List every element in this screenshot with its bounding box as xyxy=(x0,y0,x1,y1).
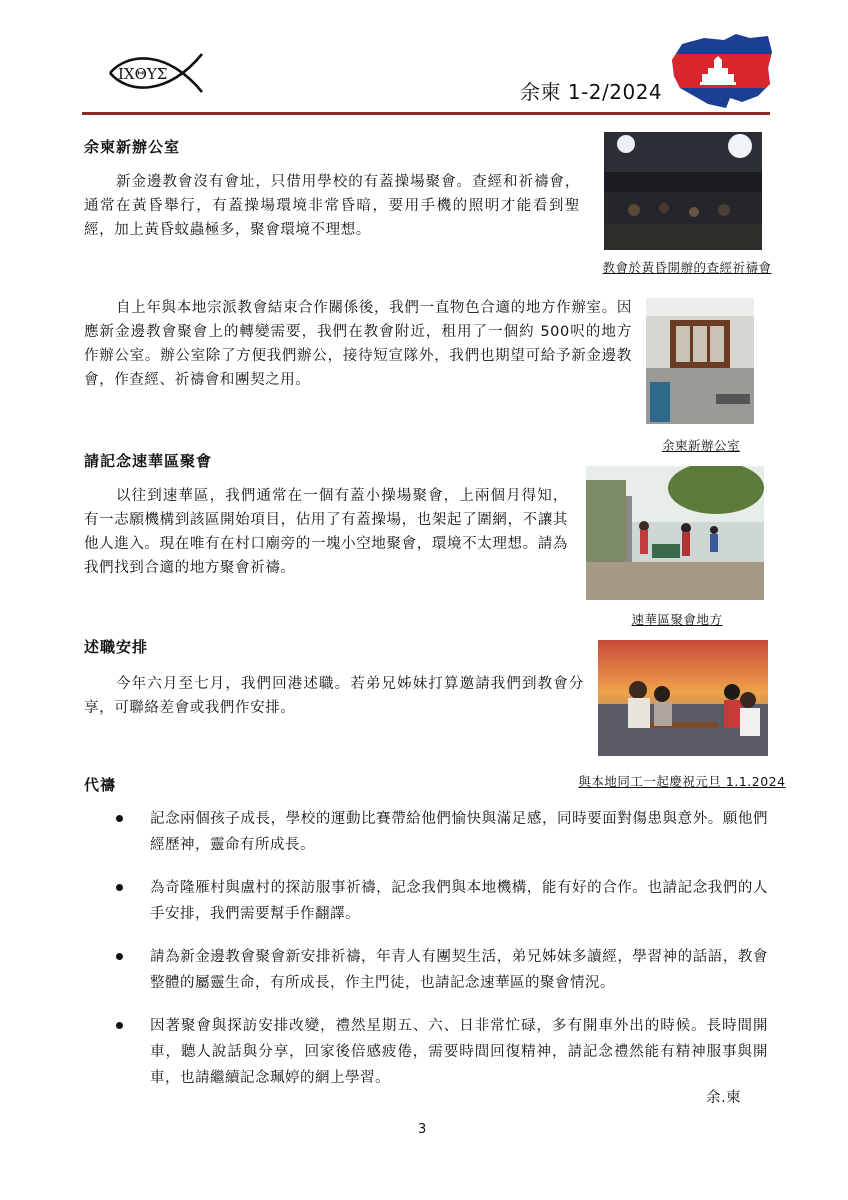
page-number: 3 xyxy=(418,1122,427,1137)
section-heading-suhua: 請記念速華區聚會 xyxy=(84,452,213,470)
logo-text: ΙΧΘΥΣ xyxy=(118,65,168,83)
office-paragraph-1: 新金邊教會沒有會址，只借用學校的有蓋操場聚會。查經和祈禱會，通常在黃昏舉行，有蓋操場環境非常昏暗，要用手機的照明才能看到聖經，加上黃昏蚊蟲極多，聚會環境不理想。 xyxy=(84,174,580,238)
new-office-photo xyxy=(646,298,754,424)
section-heading-furlough: 述職安排 xyxy=(84,638,149,656)
bullet-icon xyxy=(116,953,123,960)
prayer-item: 為奇隆雁村與盧村的探訪服事祈禱，記念我們與本地機構，能有好的合作。也請記念我們的人手安排，我們需要幫手作翻譯。 xyxy=(116,875,768,927)
signature: 余.柬 xyxy=(706,1090,742,1106)
prayer-item: 因著聚會與探訪安排改變，禮然星期五、六、日非常忙碌，多有開車外出的時候。長時間開車，聽人說話與分享，回家後倍感疲倦，需要時間回復精神，請記念禮然能有精神服事與開車，也請繼續記念珮婷的網上學習。 xyxy=(116,1013,768,1091)
suhua-meeting-place-caption: 速華區聚會地方 xyxy=(631,612,723,627)
evening-meeting-photo xyxy=(604,132,762,250)
suhua-paragraph: 以往到速華區，我們通常在一個有蓋小操場聚會，上兩個月得知，有一志願機構到該區開始項目，佔用了有蓋操場，也架起了圍網，不讓其他人進入。現在唯有在村口廟旁的一塊小空地聚會，環境不太理想。請為我們找到合適的地方聚會祈禱。 xyxy=(84,488,568,576)
new-year-celebration-photo xyxy=(598,640,768,756)
prayer-list xyxy=(116,806,768,1108)
office-paragraph-2: 自上年與本地宗派教會結束合作關係後，我們一直物色合適的地方作辦室。因應新金邊教會聚會上的轉變需要，我們在教會附近，租用了一個約 500呎的地方作辦公室。辦公室除了方便我們辦公，接待短宣隊外，我們也期望可給予新金邊教會，作查經、祈禱會和團契之用。 xyxy=(84,300,632,388)
bullet-icon xyxy=(116,1022,123,1029)
new-office-caption: 余柬新辦公室 xyxy=(661,438,740,453)
new-year-celebration-caption: 與本地同工一起慶祝元旦 1.1.2024 xyxy=(578,774,786,789)
prayer-item: 記念兩個孩子成長，學校的運動比賽帶給他們愉快與滿足感，同時要面對傷患與意外。願他們經歷神，靈命有所成長。 xyxy=(116,806,768,858)
ichthys-logo xyxy=(106,50,210,96)
furlough-paragraph: 今年六月至七月，我們回港述職。若弟兄姊妹打算邀請我們到教會分享，可聯絡差會或我們作安排。 xyxy=(84,676,584,716)
prayer-item: 請為新金邊教會聚會新安排祈禱，年青人有團契生活，弟兄姊妹多讀經，學習神的話語，教會整體的屬靈生命，有所成長，作主門徒，也請記念速華區的聚會情況。 xyxy=(116,944,768,996)
header-rule xyxy=(82,112,770,115)
evening-meeting-caption: 教會於黃昏開辦的查經祈禱會 xyxy=(602,260,772,275)
bullet-icon xyxy=(116,815,123,822)
cambodia-map-flag-icon xyxy=(664,30,778,112)
suhua-meeting-place-photo xyxy=(586,466,764,600)
section-heading-office: 余柬新辦公室 xyxy=(84,138,181,156)
section-heading-prayer: 代禱 xyxy=(84,776,117,794)
bullet-icon xyxy=(116,884,123,891)
issue-title: 余柬 1-2/2024 xyxy=(520,80,663,104)
